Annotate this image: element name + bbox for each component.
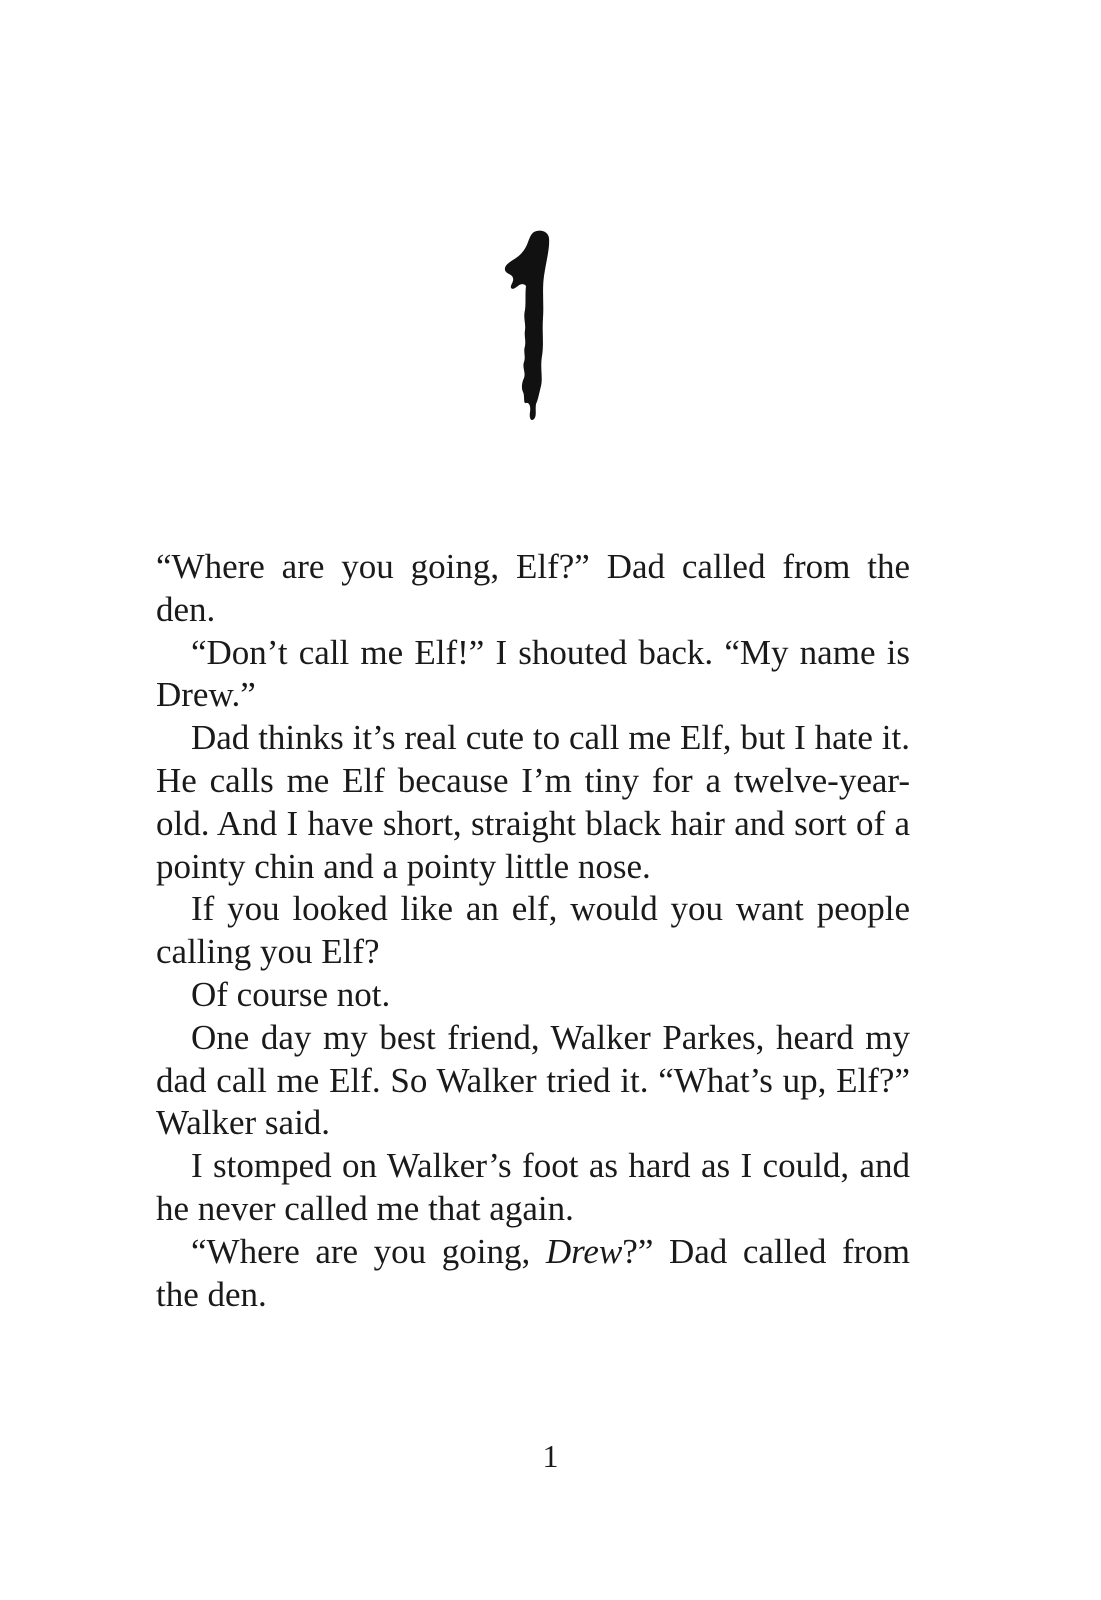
chapter-body-text xyxy=(156,546,910,1316)
page-number: 1 xyxy=(542,1438,559,1474)
paragraph-text: “Where are you going, xyxy=(191,1231,546,1271)
paragraph: “Don’t call me Elf!” I shouted back. “My name is Drew.” xyxy=(156,632,910,715)
paragraph: One day my best friend, Walker Parkes, heard my dad call me Elf. So Walker tried it. “What’s up, Elf?” Walker said. xyxy=(156,1017,910,1143)
paragraph-text: ?” Dad called from the den. xyxy=(156,1231,910,1314)
paragraph: I stomped on Walker’s foot as hard as I could, and he never called me that again. xyxy=(156,1146,910,1228)
paragraph: Dad thinks it’s real cute to call me Elf, but I hate it. He calls me Elf because I’m tiny for a twelve-year-old. And I have short, straight black hair and sort of a pointy chin and a pointy little nose. xyxy=(156,718,910,886)
emphasized-name: Drew xyxy=(545,1231,623,1271)
dripping-numeral-one-icon xyxy=(488,228,568,428)
paragraph: “Where are you going, Elf?” Dad called from the den. xyxy=(156,547,910,629)
paragraph xyxy=(156,1231,910,1317)
paragraph: If you looked like an elf, would you want people calling you Elf? xyxy=(156,889,910,972)
chapter-heading xyxy=(488,228,568,428)
paragraph: Of course not. xyxy=(191,974,391,1014)
